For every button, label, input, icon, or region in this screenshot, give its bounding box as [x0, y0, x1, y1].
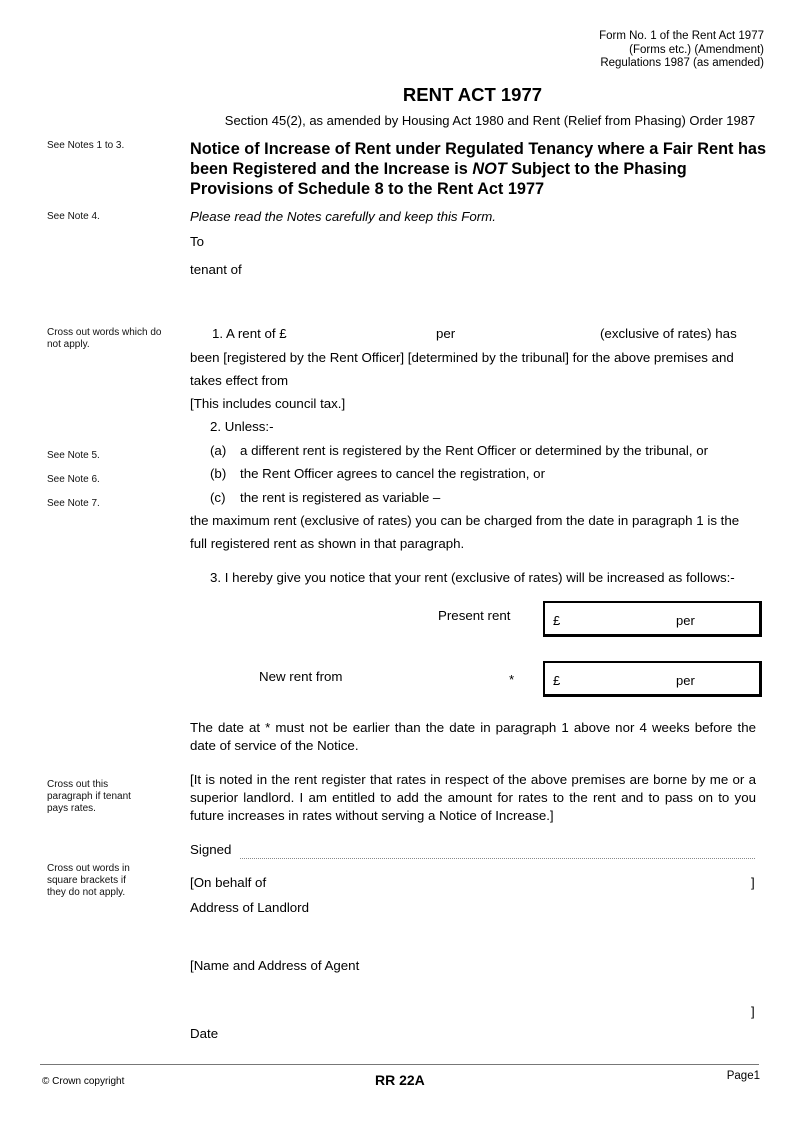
crown-copyright: © Crown copyright — [42, 1076, 125, 1087]
margin-note-note-7: See Note 7. — [47, 498, 100, 509]
item-b-marker: (b) — [210, 466, 227, 481]
new-rent-field[interactable] — [543, 661, 762, 697]
per-label: per — [436, 326, 456, 341]
margin-note-note-5: See Note 5. — [47, 450, 100, 461]
new-rent-date-asterisk: * — [509, 672, 515, 687]
present-rent-currency: £ — [553, 613, 561, 628]
notice-title-emphasis: NOT — [472, 160, 507, 178]
increase-notice-heading: 3. I hereby give you notice that your rent (exclusive of rates) will be increased as follows:- — [210, 570, 735, 585]
form-code: RR 22A — [375, 1072, 425, 1088]
notice-title-part-1: Notice of Increase of Rent under Regulated Tenancy where a Fair Rent has been Registered and the Increase is — [190, 140, 767, 178]
to-label: To — [190, 234, 205, 249]
page-number: Page1 — [726, 1070, 760, 1082]
margin-note-cross-out-paragraph: Cross out this paragraph if tenant pays rates. — [47, 779, 131, 814]
on-behalf-close-bracket: ] — [751, 875, 755, 890]
notice-title-part-2: Subject to the Phasing Provisions of Schedule 8 to the Rent Act 1977 — [190, 160, 687, 198]
item-c-marker: (c) — [210, 490, 226, 505]
act-title: RENT ACT 1977 — [402, 84, 543, 105]
address-of-landlord-label: Address of Landlord — [190, 900, 310, 915]
margin-note-notes-1-3: See Notes 1 to 3. — [47, 140, 125, 151]
date-restriction-note: The date at * must not be earlier than the date in paragraph 1 above nor 4 weeks before the date of service of the Notice. — [190, 720, 756, 753]
signed-label: Signed — [190, 842, 232, 857]
form-reference-line-2: (Forms etc.) (Amendment) — [629, 43, 764, 56]
margin-note-cross-out-words: Cross out words which do not apply. — [47, 327, 162, 350]
new-rent-from-label: New rent from — [259, 669, 343, 684]
margin-note-cross-out-brackets: Cross out words in square brackets if they do not apply. — [47, 863, 130, 898]
council-tax-note: [This includes council tax.] — [190, 396, 346, 411]
item-b-text: the Rent Officer agrees to cancel the registration, or — [240, 466, 546, 481]
present-rent-field[interactable] — [543, 601, 762, 637]
rent-of-label: 1. A rent of £ — [212, 326, 287, 341]
footer-divider — [40, 1064, 759, 1065]
notice-title — [190, 139, 770, 199]
tenant-of-label: tenant of — [190, 262, 242, 277]
form-reference-line-3: Regulations 1987 (as amended) — [600, 57, 764, 69]
date-label: Date — [190, 1026, 219, 1041]
unless-heading: 2. Unless:- — [210, 419, 274, 434]
new-rent-per: per — [676, 673, 695, 688]
item-a-marker: (a) — [210, 443, 227, 458]
rates-paragraph: [It is noted in the rent register that rates in respect of the above premises are borne by me or a superior landlord. I am entitled to add the amount for rates to the rent and to pass on to you future increases in rates without serving a Notice of Increase.] — [190, 772, 756, 823]
margin-note-note-4: See Note 4. — [47, 211, 100, 222]
form-reference-line-1: Form No. 1 of the Rent Act 1977 — [599, 30, 764, 42]
section-reference: Section 45(2), as amended by Housing Act 1980 and Rent (Relief from Phasing) Order 1987 — [224, 113, 756, 128]
signature-line[interactable] — [240, 858, 755, 859]
exclusive-of-rates-label: (exclusive of rates) has — [600, 326, 737, 341]
agent-close-bracket: ] — [751, 1004, 755, 1019]
item-a-text: a different rent is registered by the Rent Officer or determined by the tribunal, or — [240, 443, 709, 458]
maximum-rent-line-2: full registered rent as shown in that paragraph. — [190, 536, 465, 551]
registration-line: been [registered by the Rent Officer] [determined by the tribunal] for the above premises and — [190, 350, 734, 365]
on-behalf-of-label: [On behalf of — [190, 875, 267, 890]
maximum-rent-line-1: the maximum rent (exclusive of rates) you can be charged from the date in paragraph 1 is the — [190, 513, 740, 528]
new-rent-currency: £ — [553, 673, 561, 688]
agent-label: [Name and Address of Agent — [190, 958, 360, 973]
item-c-text: the rent is registered as variable – — [240, 490, 441, 505]
present-rent-per: per — [676, 613, 695, 628]
takes-effect-label: takes effect from — [190, 373, 289, 388]
margin-note-note-6: See Note 6. — [47, 474, 100, 485]
read-notes-instruction: Please read the Notes carefully and keep this Form. — [190, 209, 496, 224]
form-reference — [599, 30, 764, 71]
present-rent-label: Present rent — [438, 608, 511, 623]
